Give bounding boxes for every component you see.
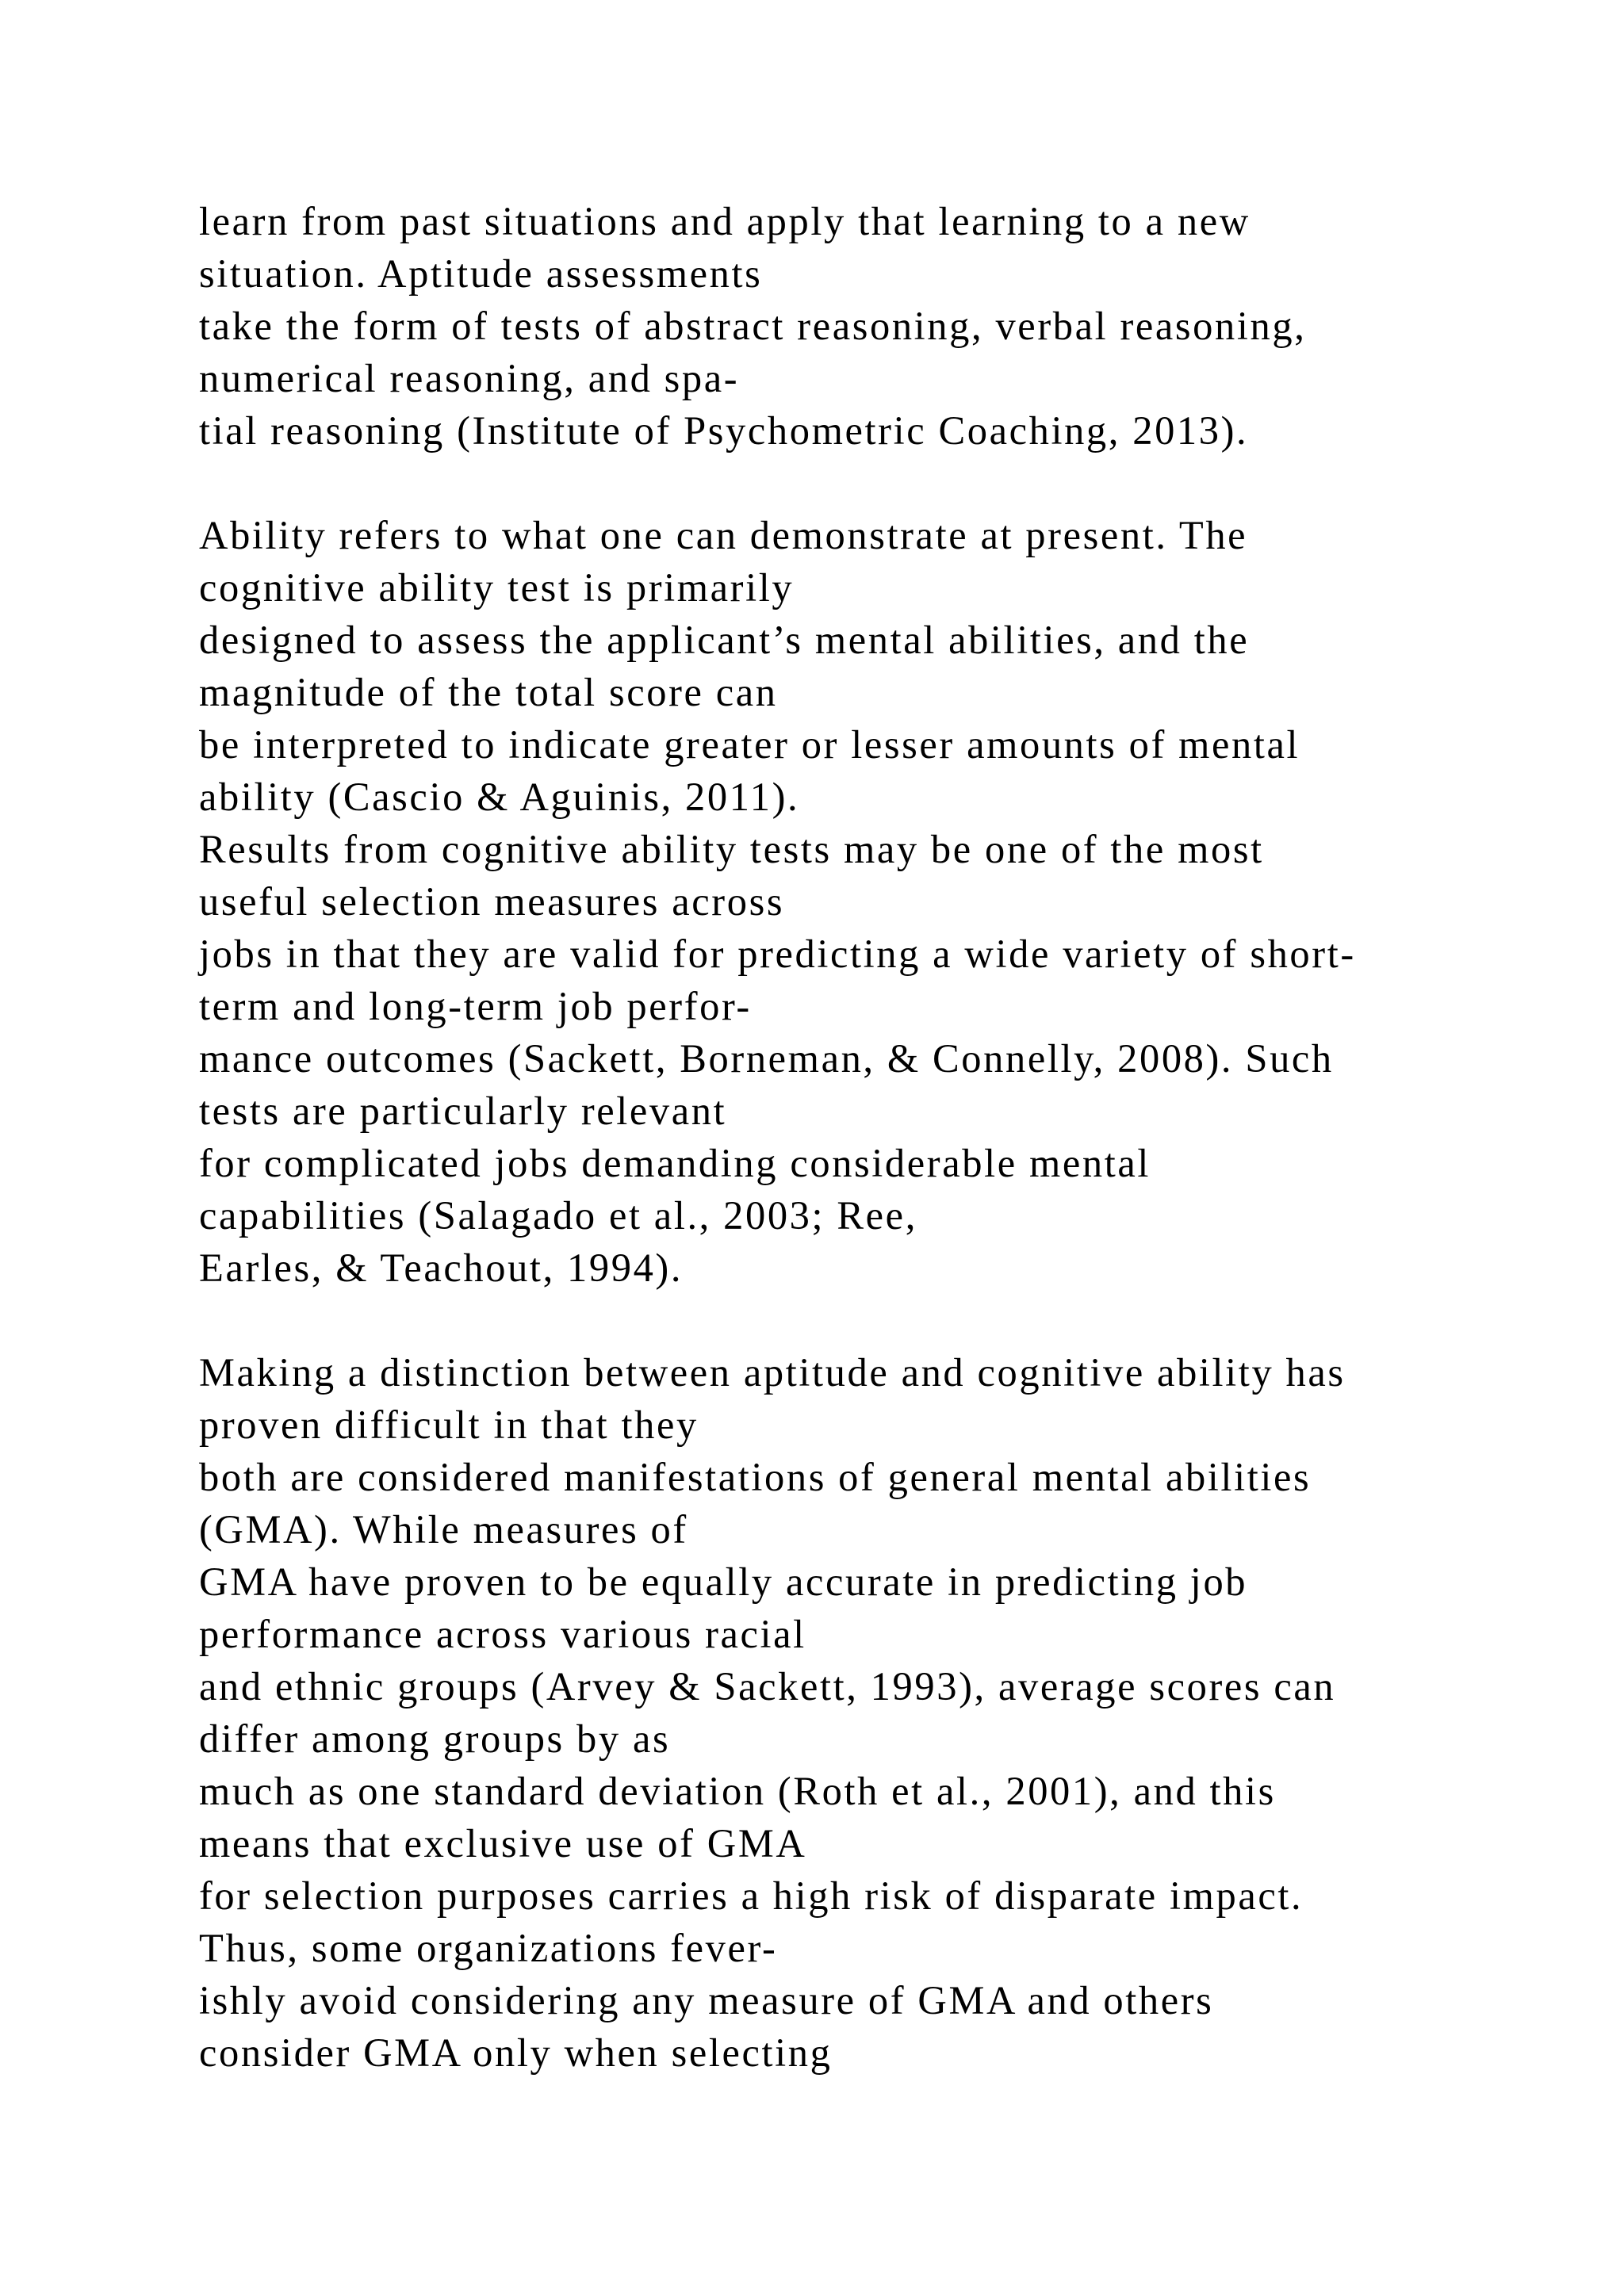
- text-line: situation. Aptitude assessments: [199, 251, 763, 296]
- text-line: numerical reasoning, and spa-: [199, 356, 740, 400]
- text-line: both are considered manifestations of general mental abilities: [199, 1455, 1312, 1499]
- text-line: tial reasoning (Institute of Psychometric Coaching, 2013).: [199, 408, 1249, 453]
- text-line: take the form of tests of abstract reasoning, verbal reasoning,: [199, 304, 1307, 348]
- text-line: mance outcomes (Sackett, Borneman, & Connelly, 2008). Such: [199, 1036, 1334, 1081]
- text-line: Thus, some organizations fever-: [199, 1926, 778, 1970]
- text-line: much as one standard deviation (Roth et al., 2001), and this: [199, 1769, 1276, 1813]
- text-line: and ethnic groups (Arvey & Sackett, 1993), average scores can: [199, 1664, 1336, 1709]
- text-line: learn from past situations and apply that learning to a new: [199, 199, 1251, 243]
- text-line: term and long-term job perfor-: [199, 984, 752, 1028]
- text-line: be interpreted to indicate greater or lesser amounts of mental: [199, 722, 1300, 767]
- blank-line: [199, 457, 1547, 509]
- body-text: [199, 195, 1547, 2079]
- text-line: Earles, & Teachout, 1994).: [199, 1246, 684, 1290]
- text-line: tests are particularly relevant: [199, 1089, 727, 1133]
- text-line: Ability refers to what one can demonstrate at present. The: [199, 513, 1248, 557]
- text-line: designed to assess the applicant’s mental abilities, and the: [199, 618, 1250, 662]
- text-line: proven difficult in that they: [199, 1402, 699, 1447]
- text-line: performance across various racial: [199, 1612, 806, 1656]
- text-line: jobs in that they are valid for predicting a wide variety of short-: [199, 932, 1356, 976]
- text-line: cognitive ability test is primarily: [199, 565, 795, 610]
- text-line: means that exclusive use of GMA: [199, 1821, 807, 1866]
- text-line: ishly avoid considering any measure of GMA and others: [199, 1978, 1214, 2022]
- text-line: magnitude of the total score can: [199, 670, 778, 714]
- text-line: Making a distinction between aptitude and cognitive ability has: [199, 1350, 1346, 1395]
- text-line: ability (Cascio & Aguinis, 2011).: [199, 775, 800, 819]
- text-line: capabilities (Salagado et al., 2003; Ree,: [199, 1193, 917, 1238]
- text-line: consider GMA only when selecting: [199, 2030, 833, 2075]
- blank-line: [199, 1294, 1547, 1346]
- text-line: useful selection measures across: [199, 879, 785, 924]
- text-line: differ among groups by as: [199, 1716, 671, 1761]
- text-line: (GMA). While measures of: [199, 1507, 688, 1552]
- text-line: GMA have proven to be equally accurate in predicting job: [199, 1559, 1248, 1604]
- text-line: Results from cognitive ability tests may be one of the most: [199, 827, 1264, 871]
- text-line: for complicated jobs demanding considerable mental: [199, 1141, 1151, 1185]
- text-line: for selection purposes carries a high risk of disparate impact.: [199, 1873, 1304, 1918]
